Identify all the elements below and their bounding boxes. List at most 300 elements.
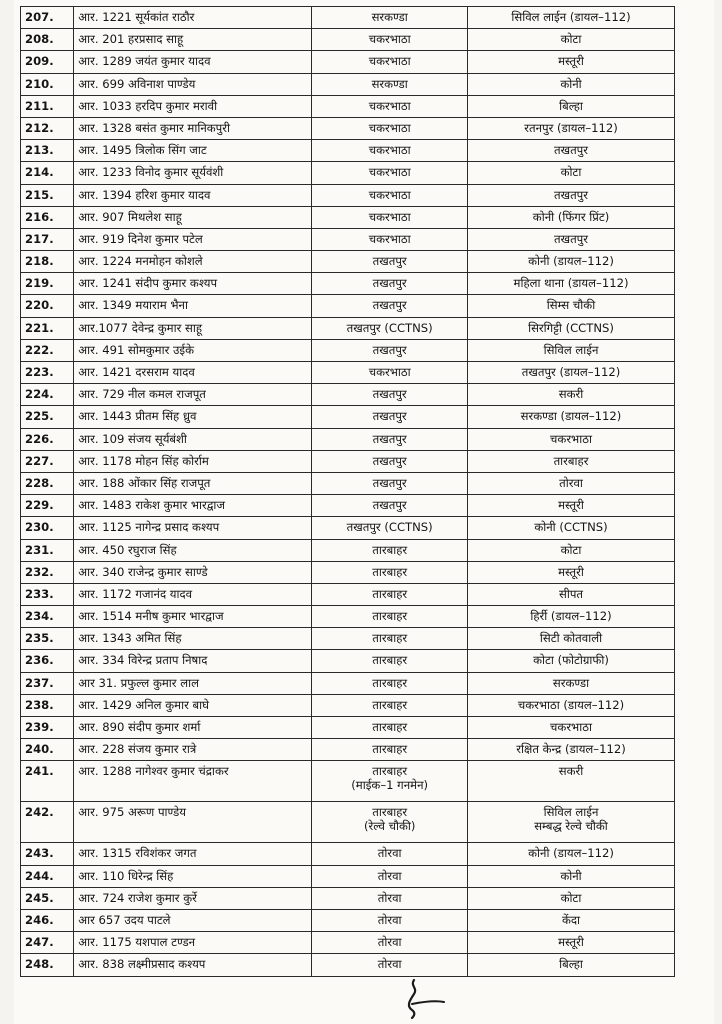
new-posting-cell: [468, 362, 675, 384]
new-posting-cell: [468, 694, 675, 716]
current-posting-cell: [312, 184, 468, 206]
current-posting-cell: [312, 428, 468, 450]
table-row: [21, 694, 675, 716]
constable-name-cell: [74, 51, 312, 73]
current-posting-cell: [312, 517, 468, 539]
serial-number-cell-text: 218.: [25, 254, 54, 269]
current-posting-cell-text: तखतपुर: [372, 387, 407, 402]
constable-name-cell-text: आर. 1343 अमित सिंह: [78, 631, 182, 646]
table-row: [21, 539, 675, 561]
transfer-table-body: [21, 7, 675, 977]
serial-number-cell-text: 239.: [25, 720, 54, 734]
constable-name-cell: [74, 909, 312, 931]
table-row: [21, 717, 675, 739]
new-posting-cell: [468, 228, 675, 250]
constable-name-cell-text: आर. 838 लक्ष्मीप्रसाद कश्यप: [78, 957, 206, 972]
current-posting-cell: [312, 117, 468, 139]
serial-number-cell: [21, 73, 74, 95]
serial-number-cell: [21, 606, 74, 628]
table-row: [21, 273, 675, 295]
constable-name-cell: [74, 450, 312, 472]
serial-number-cell: [21, 184, 74, 206]
current-posting-cell-note: (रेल्वे चौकी): [363, 819, 416, 834]
constable-name-cell-text: आर. 228 संजय कुमार रात्रे: [78, 742, 197, 757]
constable-name-cell-text: आर. 699 अविनाश पाण्डेय: [78, 76, 196, 91]
current-posting-cell-text: तारबाहर: [372, 742, 408, 757]
serial-number-cell: [21, 802, 74, 843]
constable-name-cell: [74, 273, 312, 295]
current-posting-cell-text: चकरभाठा: [368, 187, 411, 202]
new-posting-cell-text: कोटा: [560, 32, 582, 47]
serial-number-cell: [21, 909, 74, 931]
serial-number-cell: [21, 317, 74, 339]
serial-number-cell: [21, 51, 74, 73]
serial-number-cell: [21, 517, 74, 539]
current-posting-cell: [312, 273, 468, 295]
new-posting-cell-text: कोटा: [560, 542, 582, 557]
current-posting-cell-text: तारबाहर: [372, 542, 408, 557]
current-posting-cell-text: तखतपुर: [372, 409, 407, 424]
new-posting-cell-text: मस्तूरी: [558, 54, 584, 69]
serial-number-cell: [21, 362, 74, 384]
new-posting-cell: [468, 384, 675, 406]
constable-name-cell-text: आर. 1175 यशपाल टण्डन: [78, 935, 196, 950]
serial-number-cell-text: 230.: [25, 520, 54, 535]
current-posting-cell: [312, 583, 468, 605]
current-posting-cell-text: तखतपुर: [372, 498, 407, 513]
new-posting-cell-text: कोनी (डायल–112): [528, 846, 614, 861]
new-posting-cell-text: रक्षित केन्द्र (डायल–112): [516, 742, 626, 757]
new-posting-cell-text: सकरी: [558, 387, 584, 402]
current-posting-cell: [312, 650, 468, 672]
current-posting-cell: [312, 228, 468, 250]
current-posting-cell: [312, 495, 468, 517]
current-posting-cell-text: सरकण्डा: [371, 10, 408, 24]
new-posting-cell-text: तखतपुर: [553, 143, 589, 158]
new-posting-cell-text: सरकण्डा: [552, 675, 590, 690]
serial-number-cell: [21, 162, 74, 184]
transfer-table: [20, 6, 675, 977]
table-row: [21, 865, 675, 887]
table-row: [21, 802, 675, 843]
serial-number-cell: [21, 450, 74, 472]
current-posting-cell: [312, 140, 468, 162]
new-posting-cell: [468, 802, 675, 843]
serial-number-cell-text: 225.: [25, 409, 54, 424]
serial-number-cell-text: 240.: [25, 742, 54, 757]
constable-name-cell: [74, 865, 312, 887]
table-row: [21, 739, 675, 761]
current-posting-cell-text: चकरभाठा: [368, 165, 411, 180]
constable-name-cell-text: आर. 1349 मयाराम भैना: [78, 298, 188, 313]
constable-name-cell: [74, 206, 312, 228]
constable-name-cell: [74, 317, 312, 339]
serial-number-cell: [21, 273, 74, 295]
serial-number-cell-text: 245.: [25, 890, 54, 905]
new-posting-cell-text: तोरवा: [559, 475, 583, 490]
serial-number-cell-text: 242.: [25, 805, 54, 820]
table-row: [21, 362, 675, 384]
table-row: [21, 95, 675, 117]
serial-number-cell-text: 228.: [25, 475, 54, 490]
current-posting-cell: [312, 29, 468, 51]
current-posting-cell: [312, 561, 468, 583]
constable-name-cell-text: आर. 724 राजेश कुमार कुर्रे: [78, 890, 197, 905]
table-row: [21, 472, 675, 494]
serial-number-cell: [21, 495, 74, 517]
new-posting-cell-text: चकरभाठा: [550, 720, 592, 734]
constable-name-cell: [74, 362, 312, 384]
constable-name-cell-text: आर. 340 राजेन्द्र कुमार साण्डे: [78, 564, 208, 579]
new-posting-cell-text: कोटा: [560, 890, 582, 905]
constable-name-cell: [74, 843, 312, 865]
current-posting-cell: [312, 206, 468, 228]
new-posting-cell-text: मस्तूरी: [558, 935, 584, 950]
serial-number-cell-text: 237.: [25, 675, 54, 690]
constable-name-cell-text: आर. 1495 त्रिलोक सिंग जाट: [78, 143, 207, 158]
serial-number-cell-text: 222.: [25, 342, 54, 357]
serial-number-cell: [21, 739, 74, 761]
table-row: [21, 954, 675, 976]
current-posting-cell-text: तारबाहर: [372, 764, 408, 779]
serial-number-cell-text: 221.: [25, 320, 54, 335]
table-row: [21, 251, 675, 273]
new-posting-cell-text: मस्तूरी: [558, 498, 584, 513]
current-posting-cell: [312, 761, 468, 802]
constable-name-cell: [74, 495, 312, 517]
serial-number-cell: [21, 206, 74, 228]
serial-number-cell: [21, 7, 74, 29]
table-row: [21, 51, 675, 73]
new-posting-cell: [468, 932, 675, 954]
new-posting-cell-text: सिम्स चौकी: [546, 298, 596, 313]
current-posting-cell-text: तारबाहर: [372, 564, 408, 579]
new-posting-cell-text: सकरी: [558, 764, 584, 779]
table-row: [21, 140, 675, 162]
new-posting-cell-text: चकरभाठा: [550, 431, 592, 446]
constable-name-cell: [74, 802, 312, 843]
serial-number-cell: [21, 761, 74, 802]
current-posting-cell: [312, 362, 468, 384]
new-posting-cell-text: बिल्हा: [559, 98, 583, 113]
table-row: [21, 843, 675, 865]
current-posting-cell-text: चकरभाठा: [368, 32, 411, 47]
serial-number-cell-text: 217.: [25, 231, 54, 246]
new-posting-cell-text: कोटा: [560, 165, 582, 180]
constable-name-cell-text: आर. 1289 जयंत कुमार यादव: [78, 54, 211, 69]
new-posting-cell-text: चकरभाठा (डायल–112): [517, 697, 625, 712]
constable-name-cell: [74, 140, 312, 162]
new-posting-cell: [468, 672, 675, 694]
constable-name-cell-text: आर. 1033 हरदिप कुमार मरावी: [78, 98, 218, 113]
current-posting-cell: [312, 843, 468, 865]
new-posting-cell: [468, 117, 675, 139]
current-posting-cell-text: तारबाहर: [372, 675, 408, 690]
current-posting-cell-text: चकरभाठा: [368, 98, 411, 113]
new-posting-cell: [468, 73, 675, 95]
table-row: [21, 606, 675, 628]
current-posting-cell-note: (माईक–1 गनमेन): [351, 778, 429, 793]
serial-number-cell-text: 214.: [25, 165, 54, 180]
serial-number-cell: [21, 865, 74, 887]
current-posting-cell-text: तोरवा: [377, 957, 402, 972]
new-posting-cell: [468, 628, 675, 650]
current-posting-cell: [312, 162, 468, 184]
table-row: [21, 162, 675, 184]
table-row: [21, 909, 675, 931]
new-posting-cell: [468, 7, 675, 29]
current-posting-cell: [312, 7, 468, 29]
new-posting-cell: [468, 140, 675, 162]
current-posting-cell: [312, 954, 468, 976]
current-posting-cell-text: तखतपुर (CCTNS): [346, 520, 433, 535]
serial-number-cell: [21, 29, 74, 51]
new-posting-cell: [468, 843, 675, 865]
table-row: [21, 228, 675, 250]
new-posting-cell: [468, 909, 675, 931]
current-posting-cell-text: तोरवा: [377, 912, 402, 927]
current-posting-cell: [312, 694, 468, 716]
new-posting-cell-text: तारबाहर: [553, 453, 589, 468]
new-posting-cell-text: बिल्हा: [559, 957, 583, 972]
constable-name-cell: [74, 472, 312, 494]
table-row: [21, 628, 675, 650]
new-posting-cell-text: केंदा: [561, 912, 581, 927]
constable-name-cell-text: आर. 1394 हरिश कुमार यादव: [78, 187, 211, 202]
constable-name-cell: [74, 29, 312, 51]
serial-number-cell-text: 219.: [25, 276, 54, 291]
serial-number-cell: [21, 95, 74, 117]
new-posting-cell-text: तखतपुर (डायल–112): [521, 365, 621, 379]
new-posting-cell-text: रतनपुर (डायल–112): [524, 120, 618, 135]
current-posting-cell-text: तखतपुर: [372, 254, 407, 269]
table-row: [21, 184, 675, 206]
table-row: [21, 29, 675, 51]
constable-name-cell: [74, 73, 312, 95]
serial-number-cell: [21, 117, 74, 139]
serial-number-cell: [21, 887, 74, 909]
constable-name-cell: [74, 95, 312, 117]
serial-number-cell: [21, 650, 74, 672]
new-posting-cell-text: कोनी (CCTNS): [534, 520, 608, 535]
table-row: [21, 450, 675, 472]
new-posting-cell-text: कोटा (फोटोग्राफी): [533, 653, 609, 668]
constable-name-cell-text: आर 31. प्रफुल्ल कुमार लाल: [78, 675, 199, 690]
new-posting-cell: [468, 887, 675, 909]
constable-name-cell-text: आर. 1178 मोहन सिंह कोर्राम: [78, 453, 209, 468]
serial-number-cell: [21, 628, 74, 650]
current-posting-cell-text: तखतपुर (CCTNS): [346, 320, 433, 335]
serial-number-cell: [21, 251, 74, 273]
new-posting-cell-text: कोनी: [560, 76, 582, 91]
current-posting-cell-text: तोरवा: [377, 868, 402, 883]
new-posting-cell-text: सरकण्डा (डायल–112): [520, 409, 622, 424]
constable-name-cell: [74, 117, 312, 139]
current-posting-cell-text: चकरभाठा: [368, 120, 411, 135]
signature-mark: [400, 976, 470, 1020]
constable-name-cell-text: आर. 201 हरप्रसाद साहू: [78, 32, 184, 47]
table-row: [21, 317, 675, 339]
constable-name-cell: [74, 7, 312, 29]
new-posting-cell: [468, 583, 675, 605]
serial-number-cell: [21, 672, 74, 694]
table-row: [21, 406, 675, 428]
new-posting-cell: [468, 539, 675, 561]
new-posting-cell: [468, 29, 675, 51]
constable-name-cell-text: आर. 1288 नागेश्वर कुमार चंद्राकर: [78, 764, 229, 779]
current-posting-cell: [312, 887, 468, 909]
serial-number-cell-text: 224.: [25, 387, 54, 402]
current-posting-cell-text: तखतपुर: [372, 276, 407, 291]
serial-number-cell: [21, 694, 74, 716]
constable-name-cell: [74, 295, 312, 317]
new-posting-cell: [468, 206, 675, 228]
constable-name-cell-text: आर. 890 संदीप कुमार शर्मा: [78, 720, 201, 734]
new-posting-cell: [468, 317, 675, 339]
constable-name-cell: [74, 628, 312, 650]
serial-number-cell: [21, 339, 74, 361]
current-posting-cell-text: तारबाहर: [372, 609, 408, 624]
current-posting-cell: [312, 384, 468, 406]
serial-number-cell: [21, 843, 74, 865]
new-posting-cell: [468, 561, 675, 583]
table-row: [21, 7, 675, 29]
current-posting-cell: [312, 95, 468, 117]
new-posting-cell: [468, 517, 675, 539]
table-row: [21, 206, 675, 228]
serial-number-cell: [21, 406, 74, 428]
constable-name-cell: [74, 932, 312, 954]
table-row: [21, 650, 675, 672]
table-row: [21, 495, 675, 517]
new-posting-cell: [468, 865, 675, 887]
new-posting-cell-text: कोनी (फिंगर प्रिंट): [532, 209, 610, 224]
constable-name-cell: [74, 887, 312, 909]
constable-name-cell-text: आर. 1221 सूर्यकांत राठौर: [78, 10, 195, 24]
new-posting-cell: [468, 717, 675, 739]
constable-name-cell-text: आर. 188 ओंकार सिंह राजपूत: [78, 475, 211, 490]
table-row: [21, 561, 675, 583]
new-posting-cell-text: सिटी कोतवाली: [539, 631, 603, 646]
new-posting-cell-text: मस्तूरी: [558, 564, 584, 579]
new-posting-cell: [468, 650, 675, 672]
constable-name-cell-text: आर. 1233 विनोद कुमार सूर्यवंशी: [78, 165, 224, 180]
table-row: [21, 295, 675, 317]
serial-number-cell-text: 236.: [25, 653, 54, 668]
serial-number-cell-text: 226.: [25, 431, 54, 446]
constable-name-cell-text: आर. 1421 दरसराम यादव: [78, 365, 195, 379]
constable-name-cell-text: आर. 450 रघुराज सिंह: [78, 542, 177, 557]
current-posting-cell: [312, 865, 468, 887]
serial-number-cell: [21, 295, 74, 317]
current-posting-cell-text: तखतपुर: [372, 431, 407, 446]
serial-number-cell-text: 210.: [25, 76, 54, 91]
constable-name-cell: [74, 561, 312, 583]
constable-name-cell-text: आर. 1172 गजानंद यादव: [78, 586, 193, 601]
serial-number-cell-text: 241.: [25, 764, 54, 779]
current-posting-cell: [312, 802, 468, 843]
new-posting-cell-text: तखतपुर: [553, 231, 589, 246]
current-posting-cell: [312, 73, 468, 95]
serial-number-cell: [21, 140, 74, 162]
new-posting-cell: [468, 95, 675, 117]
new-posting-cell: [468, 495, 675, 517]
current-posting-cell: [312, 51, 468, 73]
constable-name-cell: [74, 428, 312, 450]
constable-name-cell-text: आर. 109 संजय सूर्यबंशी: [78, 431, 187, 446]
serial-number-cell-text: 231.: [25, 542, 54, 557]
constable-name-cell: [74, 162, 312, 184]
serial-number-cell-text: 229.: [25, 498, 54, 513]
table-row: [21, 583, 675, 605]
current-posting-cell: [312, 628, 468, 650]
constable-name-cell: [74, 228, 312, 250]
current-posting-cell: [312, 606, 468, 628]
constable-name-cell-text: आर. 1328 बसंत कुमार मानिकपुरी: [78, 120, 231, 135]
new-posting-cell-text: महिला थाना (डायल–112): [513, 276, 629, 291]
constable-name-cell: [74, 251, 312, 273]
new-posting-cell-text: कोनी: [560, 868, 582, 883]
new-posting-cell: [468, 606, 675, 628]
current-posting-cell-text: चकरभाठा: [368, 143, 411, 158]
serial-number-cell-text: 244.: [25, 868, 54, 883]
new-posting-cell: [468, 162, 675, 184]
constable-name-cell-text: आर. 975 अरूण पाण्डेय: [78, 805, 186, 820]
constable-name-cell-text: आर. 1241 संदीप कुमार कश्यप: [78, 276, 218, 291]
constable-name-cell: [74, 339, 312, 361]
constable-name-cell-text: आर. 1483 राकेश कुमार भारद्वाज: [78, 498, 226, 513]
current-posting-cell-text: चकरभाठा: [368, 231, 411, 246]
serial-number-cell: [21, 472, 74, 494]
table-row: [21, 384, 675, 406]
constable-name-cell-text: आर. 1315 रविशंकर जगत: [78, 846, 197, 861]
serial-number-cell: [21, 384, 74, 406]
serial-number-cell-text: 213.: [25, 143, 54, 158]
serial-number-cell-text: 227.: [25, 453, 54, 468]
current-posting-cell-text: तारबाहर: [372, 805, 408, 820]
constable-name-cell-text: आर 657 उदय पाटले: [78, 912, 171, 927]
table-row: [21, 672, 675, 694]
constable-name-cell: [74, 184, 312, 206]
current-posting-cell: [312, 450, 468, 472]
current-posting-cell-text: चकरभाठा: [368, 54, 411, 69]
current-posting-cell: [312, 739, 468, 761]
constable-name-cell: [74, 717, 312, 739]
serial-number-cell-text: 238.: [25, 697, 54, 712]
current-posting-cell-text: तोरवा: [377, 935, 402, 950]
constable-name-cell-text: आर.1077 देवेन्द्र कुमार साहू: [78, 320, 202, 335]
constable-name-cell: [74, 761, 312, 802]
new-posting-cell: [468, 406, 675, 428]
constable-name-cell-text: आर. 110 धिरेन्द्र सिंह: [78, 868, 174, 883]
constable-name-cell: [74, 539, 312, 561]
table-row: [21, 339, 675, 361]
new-posting-cell: [468, 273, 675, 295]
new-posting-cell-text: हिर्री (डायल–112): [530, 609, 612, 624]
current-posting-cell-text: तखतपुर: [372, 475, 407, 490]
table-row: [21, 117, 675, 139]
constable-name-cell-text: आर. 1443 प्रीतम सिंह ध्रुव: [78, 409, 197, 424]
current-posting-cell-text: तखतपुर: [372, 298, 407, 313]
serial-number-cell-text: 232.: [25, 564, 54, 579]
new-posting-cell: [468, 450, 675, 472]
constable-name-cell: [74, 694, 312, 716]
serial-number-cell-text: 243.: [25, 846, 54, 861]
current-posting-cell-text: तखतपुर: [372, 342, 407, 357]
table-row: [21, 761, 675, 802]
constable-name-cell: [74, 606, 312, 628]
serial-number-cell: [21, 428, 74, 450]
